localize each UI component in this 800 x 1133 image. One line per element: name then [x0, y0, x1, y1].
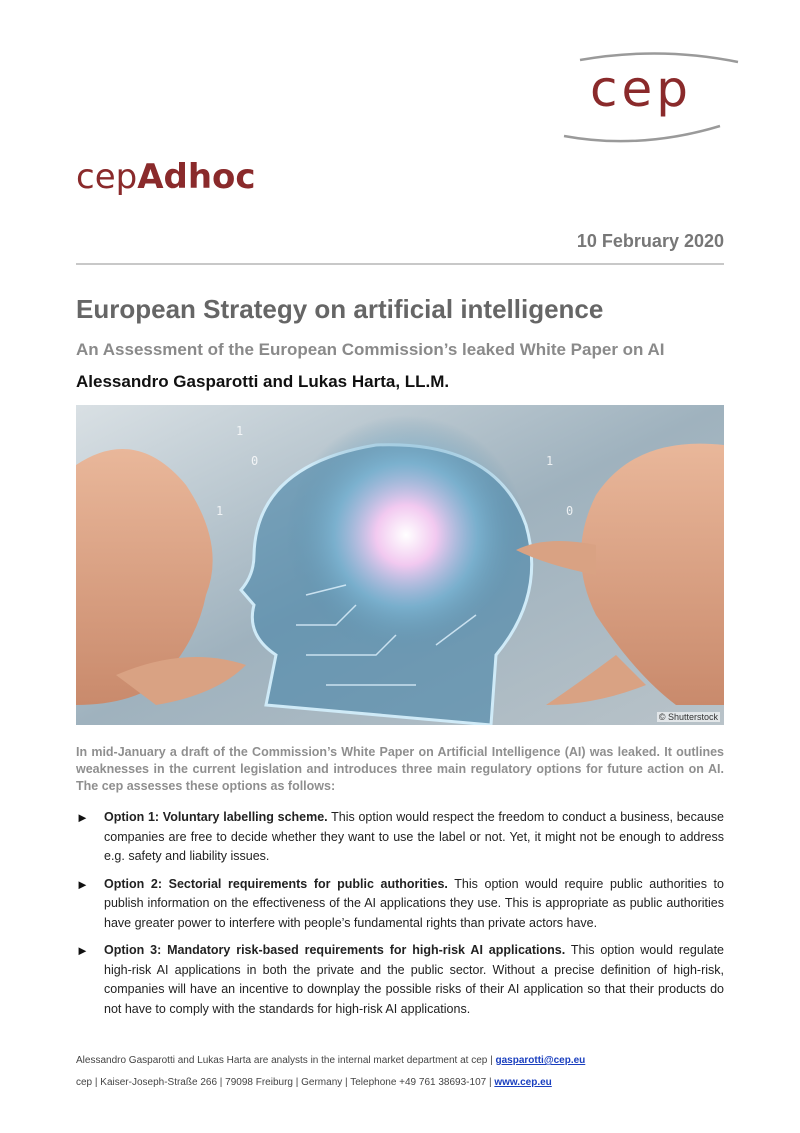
- series-prefix: cep: [76, 157, 138, 197]
- ai-head-illustration-icon: [76, 405, 724, 725]
- bullet-arrow-icon: ►: [76, 943, 89, 958]
- option-text: This option would respect the freedom to conduct a business, because companies are free to decide whether they want to use the label or not. Yet, it might not be enough to address e.g. safety and liability issues.: [104, 810, 724, 863]
- hero-image: [76, 405, 724, 725]
- options-list: [76, 808, 724, 1019]
- footer-authors-text: Alessandro Gasparotti and Lukas Harta are analysts in the internal market department at cep |: [76, 1055, 496, 1066]
- header-divider: [76, 263, 724, 265]
- footer-line-authors: [76, 1050, 585, 1072]
- svg-text:1: 1: [546, 454, 554, 468]
- bullet-arrow-icon: ►: [76, 876, 89, 892]
- intro-paragraph: In mid-January a draft of the Commission’s White Paper on Artificial Intelligence (AI) was leaked. It outlines weaknesses in the current legislation and introduces three main regulatory options for future action on AI. The cep assesses these options as follows:: [76, 745, 724, 793]
- logo-text: cep: [590, 60, 692, 118]
- authors: Alessandro Gasparotti and Lukas Harta, LL.M.: [76, 372, 450, 391]
- page-title: European Strategy on artificial intelligence: [76, 294, 604, 324]
- cep-logo: [560, 52, 740, 147]
- svg-text:1: 1: [216, 504, 224, 518]
- option-text: This option would require public authorities to publish information on the effectiveness of the AI applications they use. This is appropriate as public authorities have greater power to interfere with people’s fundamental rights than private actors have.: [104, 876, 724, 930]
- svg-text:0: 0: [251, 454, 259, 468]
- footer-line-address: [76, 1072, 585, 1094]
- list-item: [76, 875, 724, 934]
- option-label: Option 2: Sectorial requirements for public authorities.: [104, 876, 448, 891]
- footer: [76, 1050, 585, 1094]
- series-name: Adhoc: [137, 157, 256, 197]
- page-subtitle: An Assessment of the European Commission’s leaked White Paper on AI: [76, 340, 665, 359]
- list-item: [76, 941, 724, 1019]
- publication-date: 10 February 2020: [576, 231, 724, 251]
- svg-text:1: 1: [236, 424, 244, 438]
- website-link[interactable]: www.cep.eu: [494, 1077, 552, 1088]
- bullet-arrow-icon: ►: [76, 810, 89, 825]
- footer-address-text: cep | Kaiser-Joseph-Straße 266 | 79098 Freiburg | Germany | Telephone +49 761 38693-107 |: [76, 1077, 495, 1088]
- series-title: [76, 157, 256, 197]
- image-credit: © Shutterstock: [658, 712, 718, 722]
- option-label: Option 3: Mandatory risk-based requirements for high-risk AI applications.: [104, 943, 566, 957]
- option-text: This option would regulate high-risk AI applications in both the private and the public sector. Without a precise definition of high-risk, companies will have an incentive to downplay the possible risks of their AI application so that their products do not have to comply with the standards for high-risk AI applications.: [104, 943, 724, 1016]
- option-label: Option 1: Voluntary labelling scheme.: [104, 810, 328, 824]
- email-link[interactable]: gasparotti@cep.eu: [495, 1055, 586, 1066]
- list-item: [76, 808, 724, 867]
- svg-text:0: 0: [566, 504, 574, 518]
